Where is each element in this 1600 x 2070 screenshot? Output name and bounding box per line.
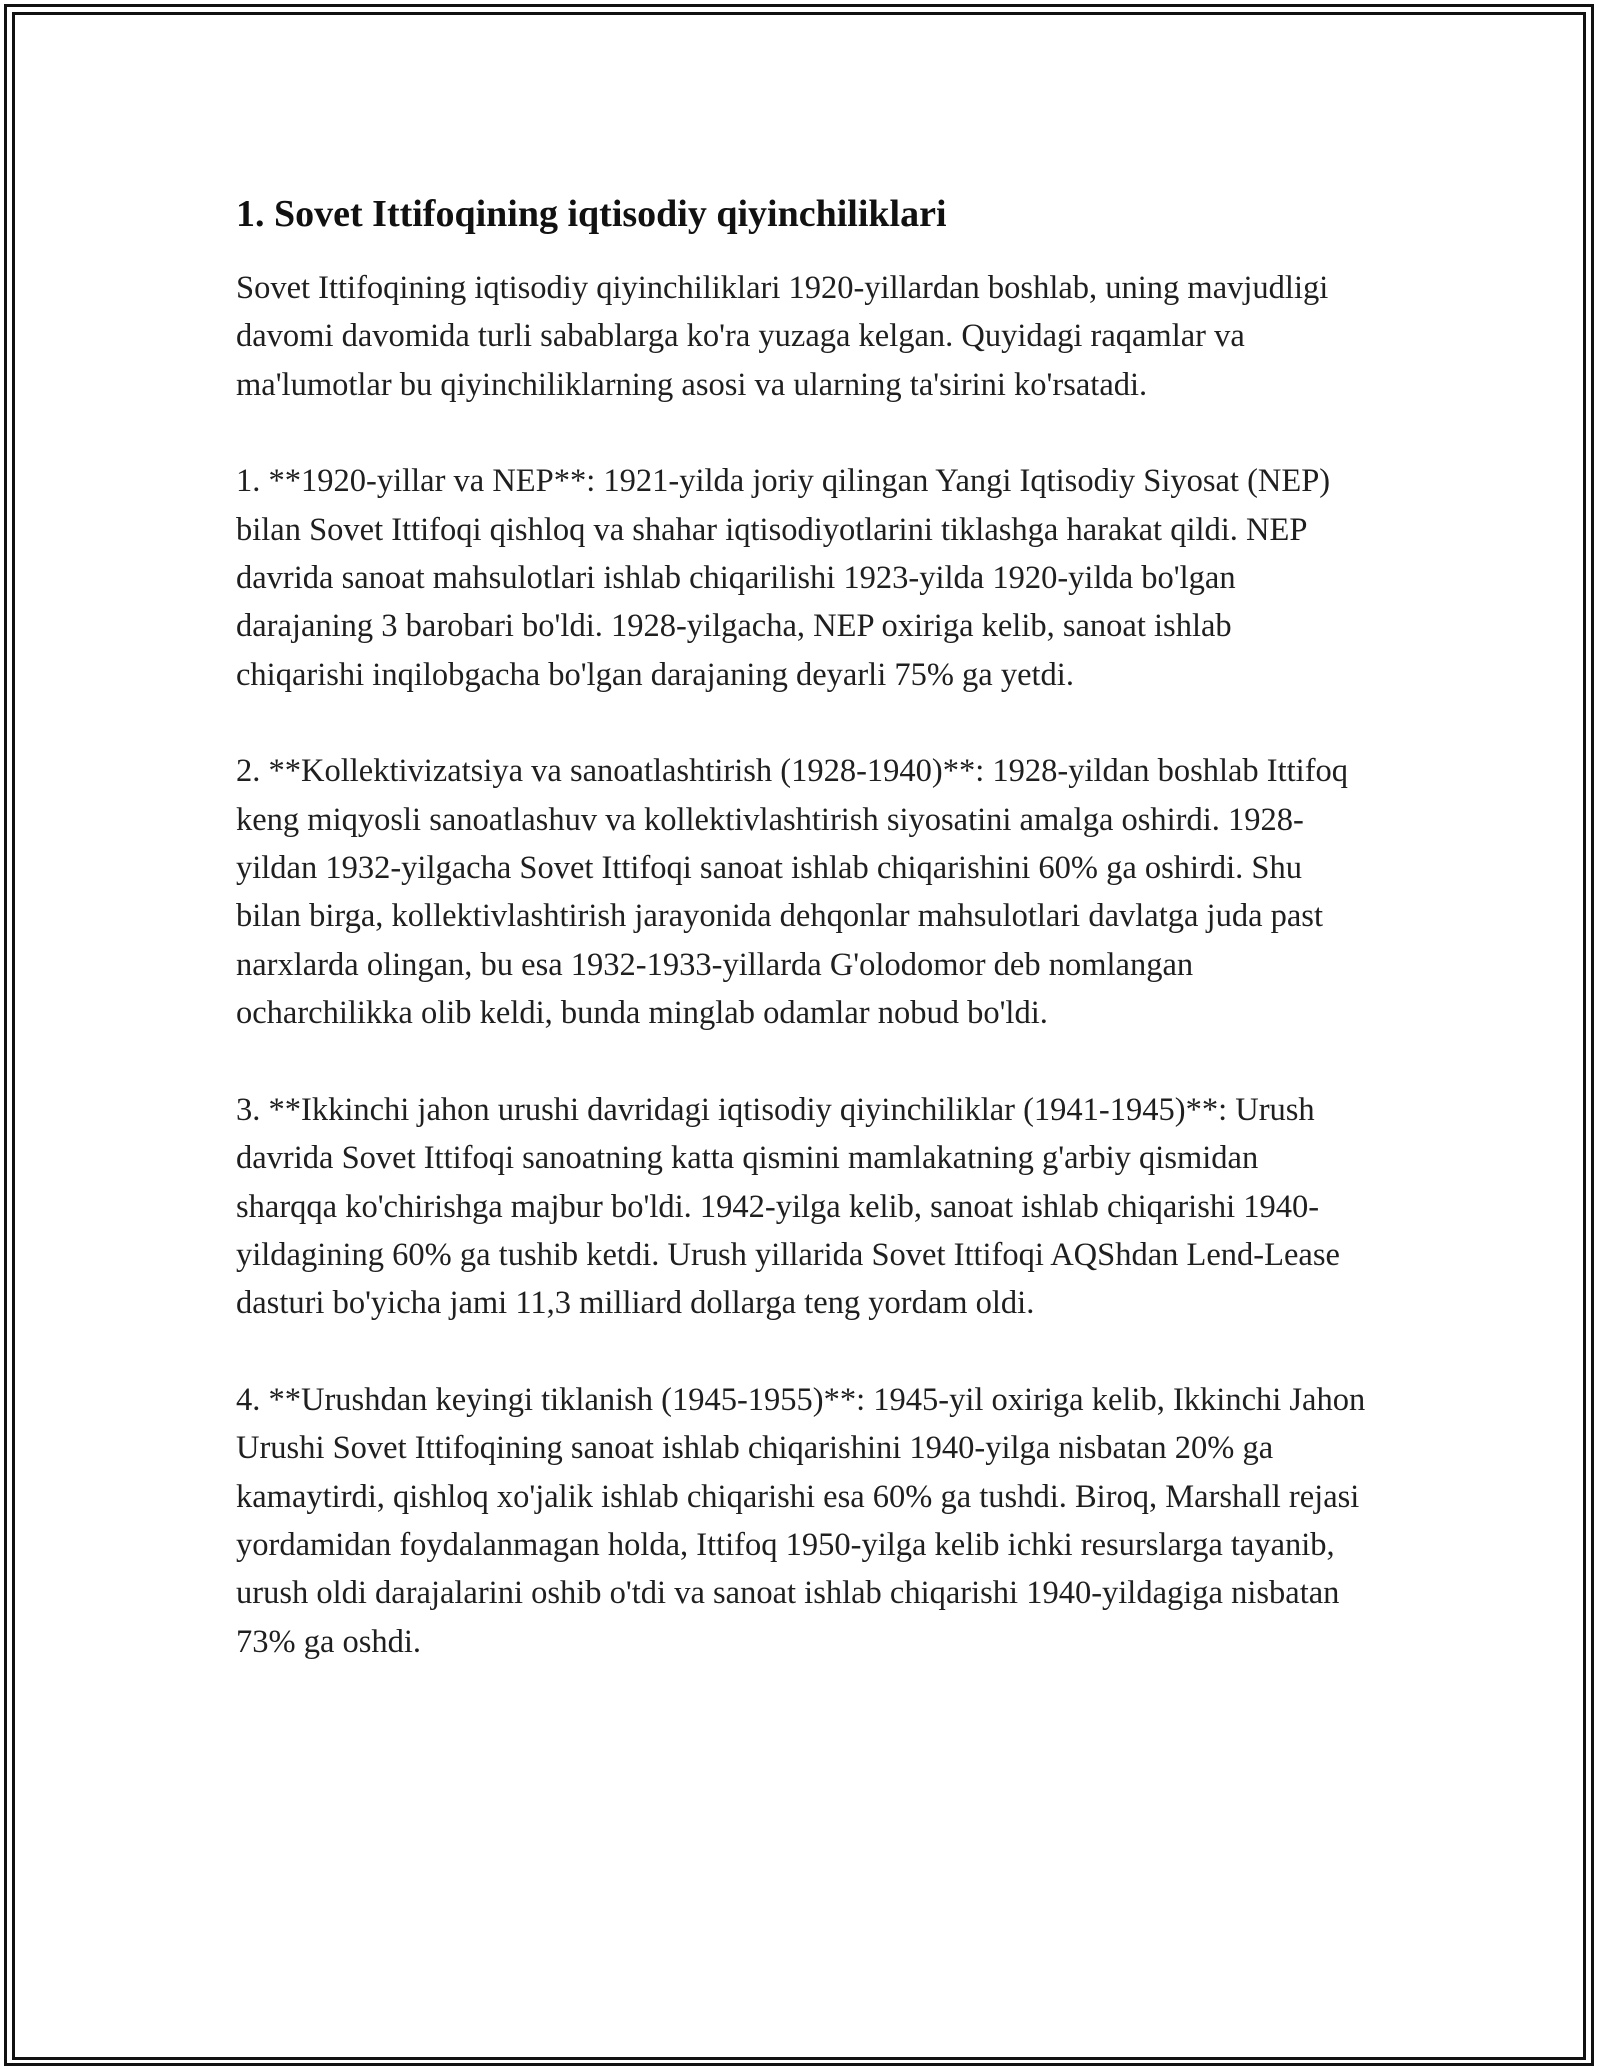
section-2-paragraph: 2. **Kollektivizatsiya va sanoatlashtirish (1928-1940)**: 1928-yildan boshlab Ittifoq keng miqyosli sanoatlashuv va kollektivlashtirish siyosatini amalga oshirdi. 1928-yildan 1932-yilgacha Sovet Ittifoqi sanoat ishlab chiqarishini 60% ga oshirdi. Shu bilan birga, kollektivlashtirish jarayonida dehqonlar mahsulotlari davlatga juda past narxlarda olingan, bu esa 1932-1933-yillarda G'olodomor deb nomlangan ocharchilikka olib keldi, bunda minglab odamlar nobud bo'ldi.	[236, 753, 1349, 1032]
section-4-paragraph: 4. **Urushdan keyingi tiklanish (1945-1955)**: 1945-yil oxiriga kelib, Ikkinchi Jahon Urushi Sovet Ittifoqining sanoat ishlab chiqarishini 1940-yilga nisbatan 20% ga kamaytirdi, qishloq xo'jalik ishlab chiqarishi esa 60% ga tushdi. Biroq, Marshall rejasi yordamidan foydalanmagan holda, Ittifoq 1950-yilga kelib ichki resurslarga tayanib, urush oldi darajalarini oshib o'tdi va sanoat ishlab chiqarishi 1940-yildagiga nisbatan 73% ga oshdi.	[236, 1381, 1366, 1660]
intro-paragraph: Sovet Ittifoqining iqtisodiy qiyinchiliklari 1920-yillardan boshlab, uning mavjudligi davomi davomida turli sabablarga ko'ra yuzaga kelgan. Quyidagi raqamlar va ma'lumotlar bu qiyinchiliklarning asosi va ularning ta'sirini ko'rsatadi.	[236, 270, 1329, 403]
section-3-paragraph: 3. **Ikkinchi jahon urushi davridagi iqtisodiy qiyinchiliklar (1941-1945)**: Urush davrida Sovet Ittifoqi sanoatning katta qismini mamlakatning g'arbiy qismidan sharqqa ko'chirishga majbur bo'ldi. 1942-yilga kelib, sanoat ishlab chiqarishi 1940-yildagining 60% ga tushib ketdi. Urush yillarida Sovet Ittifoqi AQShdan Lend-Lease dasturi bo'yicha jami 11,3 milliard dollarga teng yordam oldi.	[236, 1091, 1340, 1322]
section-1-paragraph: 1. **1920-yillar va NEP**: 1921-yilda joriy qilingan Yangi Iqtisodiy Siyosat (NEP) bilan Sovet Ittifoqi qishloq va shahar iqtisodiyotlarini tiklashga harakat qildi. NEP davrida sanoat mahsulotlari ishlab chiqarilishi 1923-yilda 1920-yilda bo'lgan darajaning 3 barobari bo'ldi. 1928-yilgacha, NEP oxiriga kelib, sanoat ishlab chiqarishi inqilobgacha bo'lgan darajaning deyarli 75% ga yetdi.	[236, 463, 1331, 693]
document-title: 1. Sovet Ittifoqining iqtisodiy qiyinchiliklari	[236, 193, 947, 235]
document-body	[236, 186, 1366, 1714]
